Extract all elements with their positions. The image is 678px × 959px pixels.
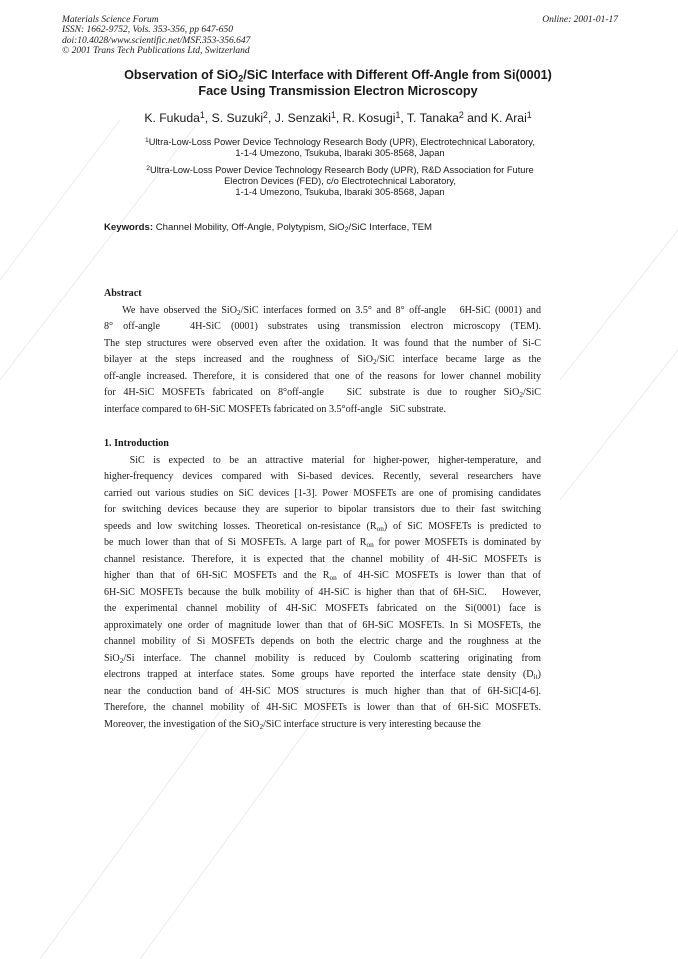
affiliation-line: $^1$Ultra-Low-Loss Power Device Technology Research Body (UPR), Electrotechnical Laboratory,	[145, 137, 535, 147]
text-line: electrons trapped at interface states. Some groups have reported the interface state density $(D_{it})$	[104, 669, 541, 681]
text-line: higher-frequency devices compared with Si-based devices. Recently, several researchers have	[104, 471, 541, 482]
text-line: 6H-SiC MOSFETs because the bulk mobility of 4H-SiC is higher than that of 6H-SiC. However,	[104, 586, 541, 598]
author-name: K. Arai	[490, 111, 527, 125]
text-line: channel resistance. Therefore, it is expected that the channel mobility of 4H-SiC MOSFETs is	[104, 553, 541, 565]
text-line: off-angle increased. Therefore, it is considered that one of the reasons for lower channel mobility	[104, 370, 541, 382]
affiliation-line: $^2$Ultra-Low-Loss Power Device Technology Research Body (UPR), R&D Association for Future	[146, 165, 534, 175]
affiliation-2	[100, 165, 580, 198]
text-line: speeds and low switching losses. Theoretical on-resistance $(R_{on})$ of SiC MOSFETs is predicted to	[104, 520, 541, 533]
title-line-2: Face Using Transmission Electron Microscopy	[198, 83, 478, 98]
affiliation-line: 1-1-4 Umezono, Tsukuba, Ibaraki 305-8568, Japan	[235, 148, 445, 158]
affiliation-mark: 2	[146, 165, 150, 172]
online-date: Online: 2001-01-17	[542, 15, 618, 25]
author-affiliation-mark: 1	[199, 110, 205, 121]
author-name: S. Suzuki	[211, 111, 264, 125]
introduction-body	[104, 453, 541, 734]
author-name: R. Kosugi	[342, 111, 396, 125]
text-line: channel mobility of Si MOSFETs depends on both the electric charge and the roughness at the	[104, 636, 541, 647]
issn-line: ISSN: 1662-9752, Vols. 353-356, pp 647-650	[62, 25, 233, 36]
doi-line[interactable]: doi:10.4028/www.scientific.net/MSF.353-356.647	[62, 35, 251, 46]
text-line: The step structures were observed even after the oxidation. It was found that the number of Si-C	[104, 337, 541, 349]
abstract-section	[104, 286, 541, 418]
copyright-line: © 2001 Trans Tech Publications Ltd, Switzerland	[62, 46, 250, 57]
text-line: Therefore, the channel mobility of 4H-SiC MOSFETs is lower than that of 6H-SiC MOSFETs.	[104, 702, 541, 713]
abstract-body	[104, 303, 541, 419]
abstract-heading: Abstract	[104, 288, 142, 299]
journal-name: Materials Science Forum	[62, 15, 159, 25]
text-line: Moreover, the investigation of the SiO$_2$/SiC interface structure is very interesting because the	[104, 718, 481, 731]
text-line: SiC is expected to be an attractive material for higher-power, higher-temperature, and	[104, 454, 541, 466]
text-line: be much lower than that of Si MOSFETs. A large part of $R_{on}$ for power MOSFETs is dominated by	[104, 537, 541, 549]
text-line: approximately one order of magnitude lower than that of 6H-SiC MOSFETs. In Si MOSFETs, the	[104, 619, 541, 631]
author-name: J. Senzaki	[274, 111, 331, 125]
text-line: SiO$_2$/Si interface. The channel mobility is reduced by Coulomb scattering originating from	[104, 652, 541, 665]
author-affiliation-mark: 2	[458, 110, 464, 121]
text-line: for 4H-SiC MOSFETs fabricated on 8°off-angle SiC substrate is due to rougher SiO$_2$/SiC	[104, 387, 541, 399]
text-line: carried out various studies on SiC devices [1-3]. Power MOSFETs are one of promising candidates	[104, 487, 541, 499]
author-name: T. Tanaka	[406, 111, 459, 125]
affiliation-mark: 1	[145, 137, 149, 144]
paper-title	[60, 68, 616, 99]
affiliation-1	[100, 137, 580, 159]
author-name: K. Fukuda	[144, 111, 200, 125]
text-line: higher than that of 6H-SiC MOSFETs and the $R_{on}$ of 4H-SiC MOSFETs is lower than that of	[104, 570, 541, 582]
text-line: near the conduction band of 4H-SiC MOS structures is much higher than that of 6H-SiC[4-6].	[104, 685, 541, 697]
author-affiliation-mark: 2	[263, 110, 268, 121]
text-line: bilayer at the steps increased and the roughness of SiO$_2$/SiC interface became large as the	[104, 354, 541, 366]
affiliation-line: 1-1-4 Umezono, Tsukuba, Ibaraki 305-8568, Japan	[235, 187, 445, 197]
affiliation-line: Electron Devices (FED), c/o Electrotechnical Laboratory,	[224, 176, 456, 186]
text-line: interface compared to 6H-SiC MOSFETs fabricated on 3.5°off-angle SiC substrate.	[104, 403, 447, 415]
keywords: Keywords: Channel Mobility, Off-Angle, Polytypism, SiO$_2$/SiC Interface, TEM	[104, 222, 433, 234]
author-affiliation-mark: 1	[395, 110, 401, 121]
author-affiliation-mark: 1	[330, 110, 336, 121]
text-line: We have observed the SiO$_2$/SiC interfaces formed on 3.5° and 8° off-angle 6H-SiC (0001) and	[104, 304, 541, 317]
text-line: 8° off-angle 4H-SiC (0001) substrates using transmission electron microscopy (TEM).	[104, 321, 541, 332]
text-line: for switching devices because they are superior to bipolar transistors due to their fast switching	[104, 504, 541, 515]
journal-header	[62, 15, 618, 57]
introduction-section	[104, 436, 541, 733]
text-line: the experimental channel mobility of 4H-SiC MOSFETs fabricated on the Si(0001) face is	[104, 603, 541, 614]
introduction-heading: 1. Introduction	[104, 438, 169, 449]
title-line-1: Observation of SiO$_2$/SiC Interface with Different Off-Angle from Si(0001)	[124, 68, 552, 84]
author-list: K. Fukuda$^1$, S. Suzuki$^2$, J. Senzaki$^1$, R. Kosugi$^1$, T. Tanaka$^2$ and K. Arai$^1$	[144, 110, 532, 125]
author-affiliation-mark: 1	[526, 110, 532, 121]
keywords-label: Keywords:	[104, 222, 154, 233]
